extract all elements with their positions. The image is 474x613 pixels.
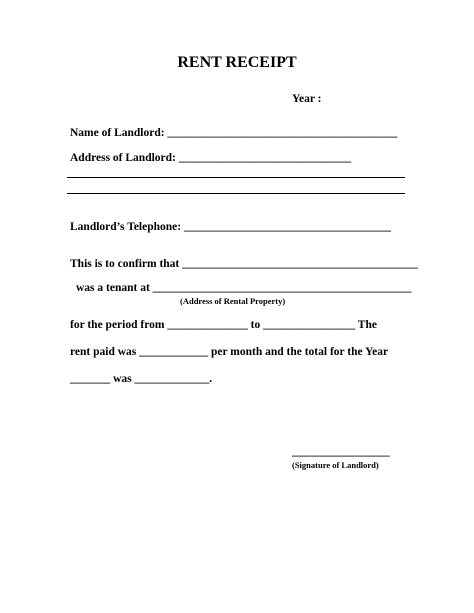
signature-caption: (Signature of Landlord) bbox=[292, 460, 379, 470]
year-label: Year : bbox=[292, 93, 322, 105]
form-title: RENT RECEIPT bbox=[177, 54, 297, 71]
rental-period-fields[interactable]: for the period from ______________ to ________________ The bbox=[70, 319, 377, 331]
landlord-telephone-field[interactable]: Landlord’s Telephone: ____________________________________ bbox=[70, 221, 391, 233]
landlord-name-field[interactable]: Name of Landlord: ________________________________________ bbox=[70, 127, 398, 139]
landlord-address-field[interactable]: Address of Landlord: ______________________________ bbox=[70, 152, 352, 164]
rental-address-field[interactable]: was a tenant at _____________________________________________ bbox=[76, 282, 412, 294]
rent-total-fields[interactable]: _______ was _____________. bbox=[70, 373, 213, 385]
rent-amount-field[interactable]: rent paid was ____________ per month and the total for the Year bbox=[70, 346, 389, 358]
address-line-2[interactable] bbox=[67, 193, 405, 194]
tenant-name-field[interactable]: This is to confirm that _________________________________________ bbox=[70, 258, 418, 270]
address-line-1[interactable] bbox=[67, 177, 405, 178]
signature-line[interactable]: _________________ bbox=[292, 446, 390, 458]
rental-address-caption: (Address of Rental Property) bbox=[180, 296, 286, 306]
